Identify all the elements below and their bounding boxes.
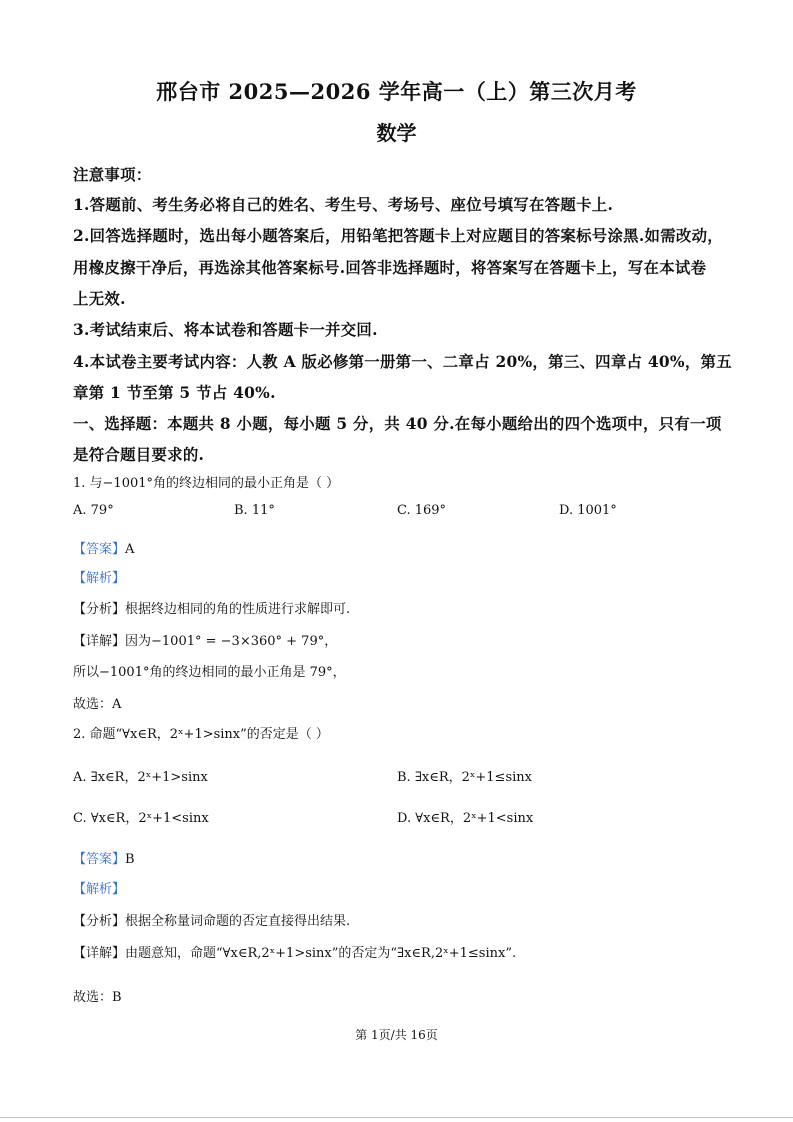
q2-option-d: D. ∀x∈R，2ˣ+1<sinx (397, 811, 534, 826)
section-heading-line-1: 一、选择题：本题共 8 小题，每小题 5 分，共 40 分.在每小题给出的四个选项中，只有一项 (73, 415, 722, 433)
q1-xiangjie (73, 630, 337, 649)
fenxi-text: 根据终边相同的角的性质进行求解即可. (125, 602, 351, 617)
q1-choose: 故选：A (73, 697, 122, 712)
notice-line-7: 章第 1 节至第 5 节占 40%. (73, 384, 276, 402)
q1-option-b: B. 11° (234, 503, 275, 518)
answer-value: B (125, 852, 135, 867)
notice-heading: 注意事项： (73, 166, 152, 184)
q2-option-c: C. ∀x∈R，2ˣ+1<sinx (73, 811, 209, 826)
q2-stem: 2. 命题“∀x∈R，2ˣ+1>sinx”的否定是（ ） (73, 727, 329, 742)
notice-line-2: 2.回答选择题时，选出每小题答案后，用铅笔把答题卡上对应题目的答案标号涂黑.如需改动， (73, 227, 723, 245)
xiangjie-text: 因为−1001° = −3×360° + 79°， (125, 634, 338, 649)
notice-line-4: 上无效. (73, 290, 126, 308)
analysis-tag: 【解析】 (73, 882, 126, 897)
q1-solution-line-2: 所以−1001°角的终边相同的最小正角是 79°， (73, 665, 346, 680)
q2-option-a: A. ∃x∈R，2ˣ+1>sinx (73, 770, 208, 785)
notice-line-5: 3.考试结束后、将本试卷和答题卡一并交回. (73, 321, 378, 339)
exam-subject: 数学 (376, 121, 417, 145)
q2-option-b: B. ∃x∈R，2ˣ+1≤sinx (397, 770, 532, 785)
notice-line-6: 4.本试卷主要考试内容：人教 A 版必修第一册第一、二章占 20%，第三、四章占 40%，第五 (73, 353, 732, 371)
q1-stem: 1. 与−1001°角的终边相同的最小正角是（ ） (73, 476, 340, 491)
q1-answer (73, 538, 134, 557)
fenxi-tag: 【分析】 (73, 914, 126, 929)
fenxi-text: 根据全称量词命题的否定直接得出结果. (125, 914, 351, 929)
q1-option-d: D. 1001° (559, 503, 617, 518)
xiangjie-text: 由题意知，命题“∀x∈R,2ˣ+1>sinx”的否定为“∃x∈R,2ˣ+1≤sinx”. (125, 946, 517, 961)
analysis-tag: 【解析】 (73, 571, 126, 586)
answer-tag: 【答案】 (73, 852, 126, 867)
q2-analysis (73, 878, 125, 897)
xiangjie-tag: 【详解】 (73, 634, 126, 649)
q1-fenxi (73, 598, 350, 617)
answer-value: A (125, 542, 135, 557)
fenxi-tag: 【分析】 (73, 602, 126, 617)
section-heading-line-2: 是符合题目要求的. (73, 446, 205, 464)
notice-line-1: 1.答题前、考生务必将自己的姓名、考生号、考场号、座位号填写在答题卡上. (73, 196, 614, 214)
bottom-divider (0, 1117, 793, 1118)
q2-xiangjie (73, 942, 516, 961)
q1-analysis (73, 567, 125, 586)
page-footer: 第 1页/共 16页 (355, 1028, 438, 1042)
q1-option-c: C. 169° (397, 503, 447, 518)
q2-fenxi (73, 910, 350, 929)
q2-choose: 故选：B (73, 990, 122, 1005)
answer-tag: 【答案】 (73, 542, 126, 557)
q2-answer (73, 848, 135, 867)
xiangjie-tag: 【详解】 (73, 946, 126, 961)
q1-option-a: A. 79° (73, 503, 114, 518)
exam-title: 邢台市 2025—2026 学年高一（上）第三次月考 (156, 79, 637, 104)
notice-line-3: 用橡皮擦干净后，再选涂其他答案标号.回答非选择题时，将答案写在答题卡上，写在本试卷 (73, 259, 707, 277)
